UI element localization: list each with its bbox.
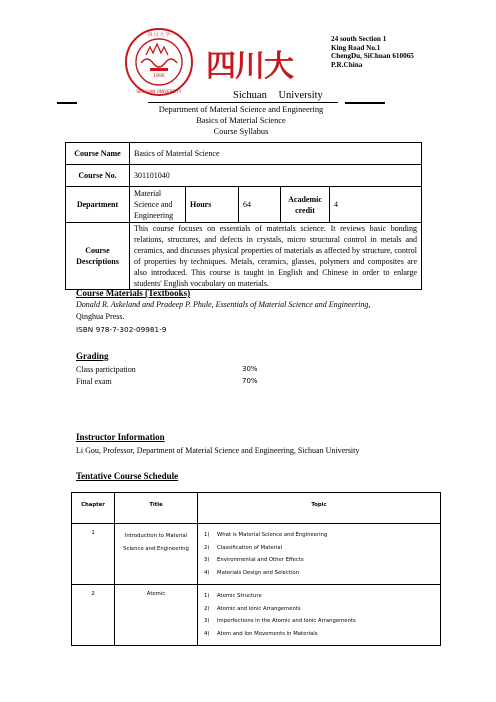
hours-value: 64 [239,187,281,223]
topic-cell [198,524,441,585]
chapter-cell: 2 [72,585,115,646]
title-header: Title [115,493,198,524]
svg-text:· 四 川 大 学 ·: · 四 川 大 学 · [144,33,174,38]
list-item: 1) What is Material Science and Engineering [204,532,328,538]
university-wordmark [206,44,324,84]
materials-heading: Course Materials (Textbooks) [76,288,191,298]
university-seal-logo [124,27,194,97]
course-no-value: 301101040 [130,165,422,187]
grading-percent: 70% [242,377,258,385]
hours-label: Hours [186,187,239,223]
department-title: Department of Material Science and Engineering [158,105,324,114]
list-item: 2) Atomic and Ionic Arrangements [204,605,301,612]
course-name-value: Basics of Material Science [130,143,422,165]
header-rule [148,102,338,103]
chapter-header: Chapter [72,493,115,524]
course-name-label: Course Name [66,143,130,165]
grading-row [76,376,296,387]
address-line: 24 south Section 1 [331,35,387,43]
grading-heading: Grading [76,351,109,361]
course-title: Basics of Material Science [196,116,286,125]
address-block [331,35,414,70]
textbook-publisher: Qinghua Press. [76,312,125,321]
address-line: King Road No.1 [331,43,381,52]
credit-label: Academic credit [281,187,330,223]
department-value: Material Science and Engineering [130,187,186,223]
grading-percent: 30% [242,365,258,373]
course-info-table [65,142,422,290]
credit-value: 4 [330,187,422,223]
grading-label: Class participation [76,365,136,374]
topic-header: Topic [198,493,441,524]
list-item: 3) Imperfections in the Atomic and Ionic Arrangements [204,618,356,624]
university-name: Sichuan University [233,90,323,101]
chapter-cell: 1 [72,524,115,585]
table-row [72,585,441,646]
logo-year: 1896 [153,74,165,79]
list-item: 4) Atom and Ion Movements in Materials [204,630,318,637]
logo-text: SICHUAN UNIVERSITY [136,89,182,94]
title-cell: Atomic [115,585,198,646]
list-item: 1) Atomic Structure [204,593,262,599]
grading-label: Final exam [76,377,112,386]
department-label: Department [66,187,130,223]
list-item: 3) Environmental and Other Effects [204,557,304,563]
address-line: ChengDu, SiChuan 610065 [331,52,414,61]
course-no-label: Course No. [66,165,130,187]
svg-text:四川大: 四川大 [206,49,293,84]
grading-row [76,364,296,375]
syllabus-title: Course Syllabus [213,127,269,136]
list-item: 2) Classification of Material [204,544,283,551]
list-item: 4) Materials Design and Selection [204,569,299,576]
topic-cell [198,585,441,646]
address-line: P.R.China [331,61,363,70]
descriptions-value: This course focuses on essentials of materials science. It reviews basic bonding relations, structures, and defects in crystals, micro structural control in metals and ceramics, and discusses physical properties of materials as affected by structure, control of properties by techniques. Metals, ceramics, glasses, polymers and composites are also introduced. This course is taught in English and Chinese in order to enlarge students' English vocabulary on materials. [130,223,422,290]
schedule-table [71,492,441,646]
textbook-line: Donald R. Askeland and Pradeep P. Phule, Essentials of Material Science and Engineering, [76,300,371,309]
schedule-heading: Tentative Course Schedule [76,471,179,481]
instructor-text: Li Gou, Professor, Department of Material Science and Engineering, Sichuan University [76,446,360,455]
title-cell: Introduction to Material Science and Engineering [115,524,198,585]
descriptions-label: Course Descriptions [66,223,130,290]
table-row [72,524,441,585]
instructor-heading: Instructor Information [76,432,165,442]
isbn: ISBN 978-7-302-09981-9 [76,325,167,334]
